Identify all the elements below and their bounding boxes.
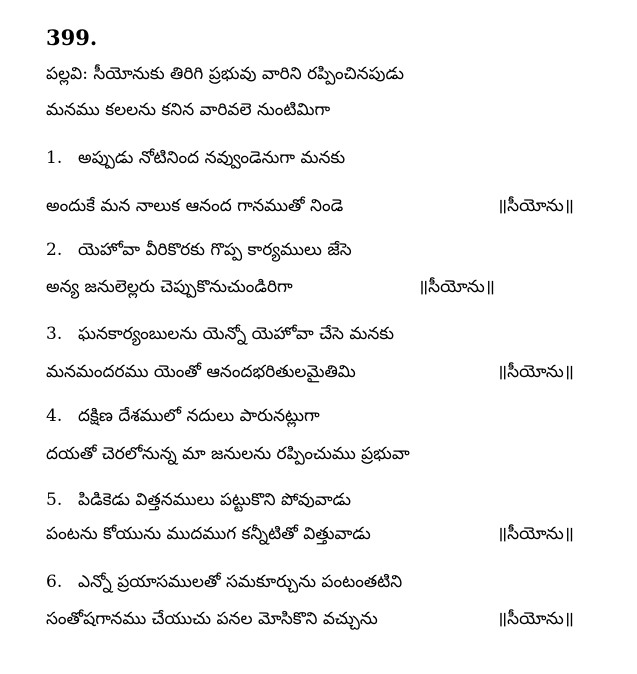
stanza-5-line-1 xyxy=(46,488,606,512)
stanza-number: 2. xyxy=(46,240,63,260)
stanza-number: 4. xyxy=(46,406,63,426)
pallavi-line-1: పల్లవి: సీయోనుకు తిరిగి ప్రభువు వారిని రప్పించినపుడు xyxy=(46,64,404,84)
stanza-text: ఎన్నో ప్రయాసములతో సమకూర్చును పంటంతటిని xyxy=(78,572,403,592)
stanza-4-line-2: దయతో చెరలోనున్న మా జనులను రప్పించుము ప్రభువా xyxy=(46,444,410,464)
stanza-text: యెహోవా వీరికొరకు గొప్ప కార్యములు జేసె xyxy=(78,240,352,260)
stanza-1-refrain: ॥సీయోను॥ xyxy=(497,196,574,216)
song-number: 399. xyxy=(46,25,98,50)
stanza-6-line-2: సంతోషగానము చేయుచు పనల మోసికొని వచ్చును xyxy=(46,609,378,629)
stanza-3-refrain: ॥సీయోను॥ xyxy=(497,362,574,382)
stanza-text: ఘనకార్యంబులను యెన్నో యెహోవా చేసె మనకు xyxy=(78,324,395,344)
stanza-number: 5. xyxy=(46,490,63,510)
stanza-4-line-1 xyxy=(46,404,606,428)
stanza-text: పిడికెడు విత్తనములు పట్టుకొని పోవువాడు xyxy=(78,490,352,510)
stanza-2-line-1 xyxy=(46,238,606,262)
stanza-number: 1. xyxy=(46,148,63,168)
stanza-3-line-2: మనమందరము యెంతో ఆనందభరితులమైతిమి xyxy=(46,362,356,382)
stanza-3-line-1 xyxy=(46,322,606,346)
stanza-text: అప్పుడు నోటినింద నవ్వుండెనుగా మనకు xyxy=(78,148,346,168)
stanza-2-refrain: ॥సీయోను॥ xyxy=(418,277,495,297)
stanza-5-refrain: ॥సీయోను॥ xyxy=(497,524,574,544)
pallavi-line-2: మనము కలలను కనిన వారివలె నుంటిమిగా xyxy=(46,100,331,120)
stanza-5-line-2: పంటను కోయును ముదముగ కన్నీటితో విత్తువాడు xyxy=(46,524,371,544)
stanza-2-line-2: అన్య జనులెల్లరు చెప్పుకొనుచుండిరిగా xyxy=(46,277,293,297)
stanza-1-line-1 xyxy=(46,146,606,170)
stanza-6-refrain: ॥సీయోను॥ xyxy=(497,609,574,629)
stanza-number: 6. xyxy=(46,572,63,592)
stanza-text: దక్షిణ దేశములో నదులు పారునట్లుగా xyxy=(78,406,320,426)
stanza-6-line-1 xyxy=(46,570,606,594)
stanza-1-line-2: అందుకే మన నాలుక ఆనంద గానముతో నిండె xyxy=(46,196,344,216)
stanza-number: 3. xyxy=(46,324,63,344)
